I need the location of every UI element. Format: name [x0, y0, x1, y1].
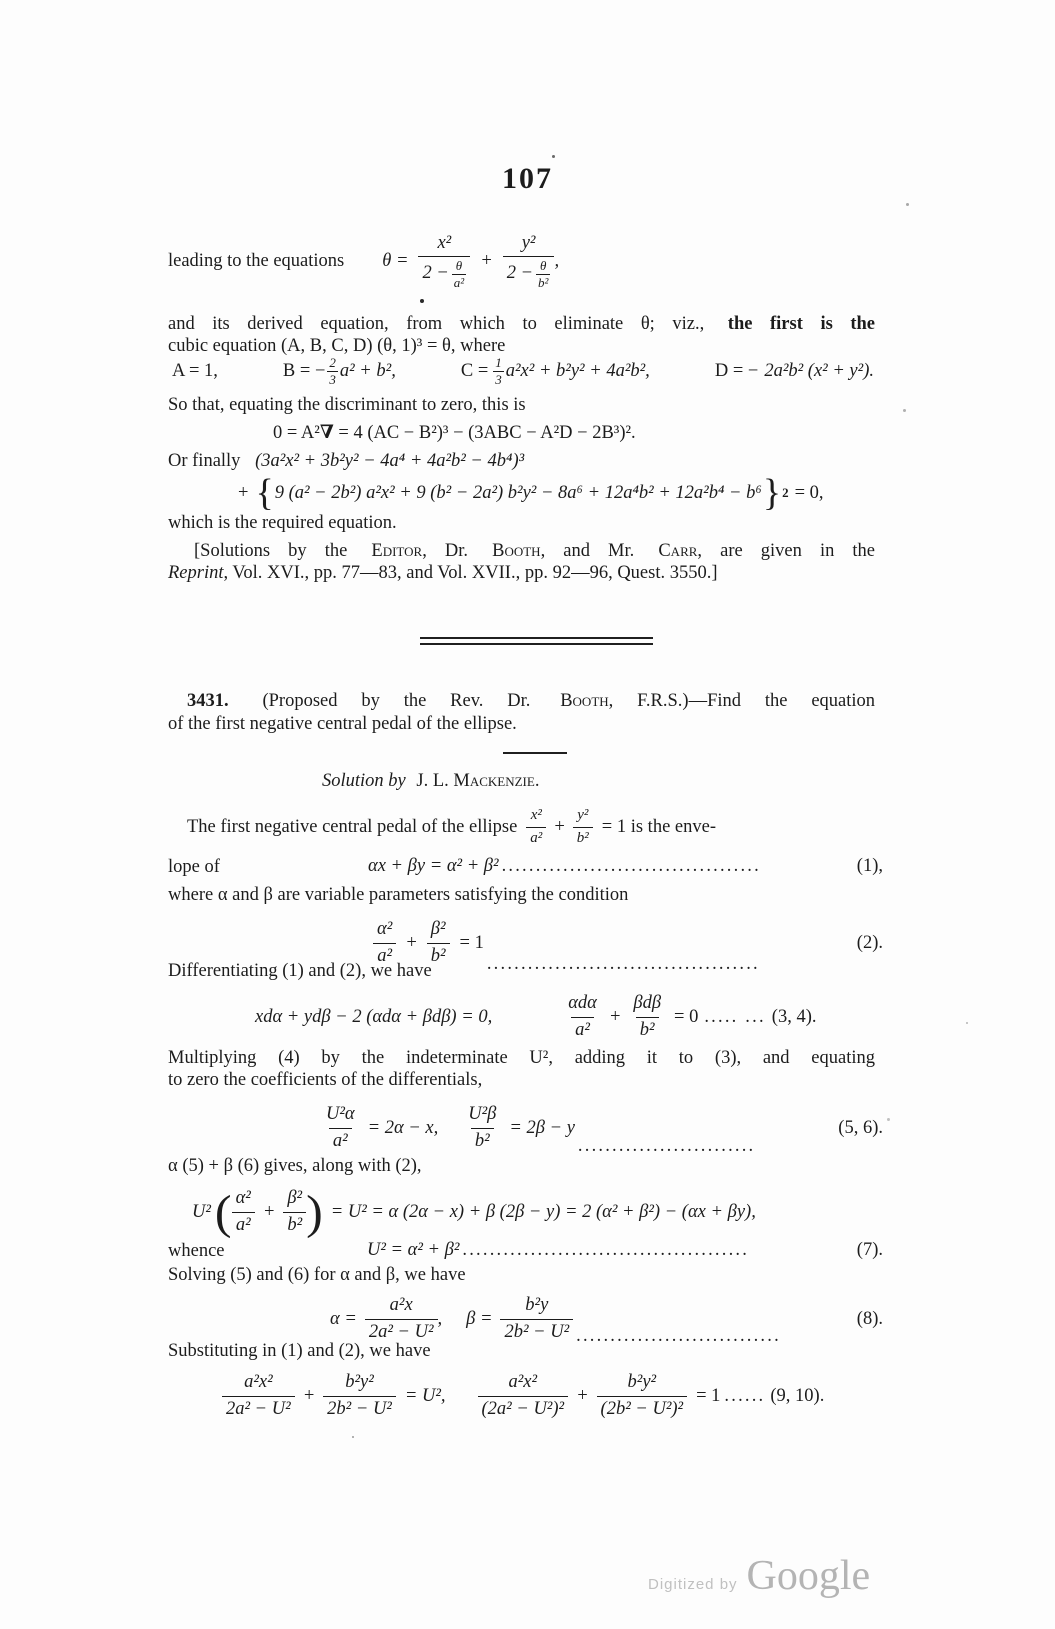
def-d-body: 2a²b² (x² + y²).: [764, 360, 874, 381]
denominator: a²: [329, 1128, 352, 1152]
equation-rhs: = 2α − x,: [367, 1117, 439, 1138]
reprint-italic: Reprint: [168, 563, 224, 583]
equation-rhs: = 2β − y: [509, 1117, 575, 1138]
bold-text-run: the first is the: [727, 314, 875, 334]
whence-text: whence: [168, 1241, 225, 1261]
fraction: [322, 1104, 359, 1152]
plus-sign: +: [302, 1385, 316, 1406]
u-squared-equation-row: [192, 1180, 756, 1244]
plus-sign: +: [553, 816, 566, 837]
close-brace: }: [762, 472, 782, 514]
close-paren: ): [306, 1185, 323, 1239]
brace-exponent: 2: [782, 485, 789, 500]
denominator: b²: [283, 1212, 306, 1236]
paragraph-line: cubic equation (A, B, C, D) (θ, 1)³ = θ, where: [168, 336, 506, 356]
dot-leader: ........................................: [486, 954, 760, 974]
text-run: [Solutions by the: [194, 541, 348, 561]
dot-leader: ..............................: [576, 1326, 781, 1346]
equation-number: (9, 10).: [770, 1385, 825, 1406]
equation-2-row: [373, 911, 883, 975]
numerator: y²: [577, 807, 589, 824]
denominator: a²: [453, 274, 465, 290]
so-that-line: So that, equating the discriminant to zero, this is: [168, 395, 526, 415]
alpha-lhs: α =: [330, 1308, 357, 1329]
numerator: a²x²: [244, 1372, 273, 1393]
nabla-symbol: ∇: [319, 423, 334, 443]
brace-body: 9 (a² − 2b²) a²x² + 9 (b² − 2a²) b²y² − 8a⁶ + 12a⁴b² + 12a²b⁴ − b⁶: [274, 482, 762, 503]
problem-number: 3431.: [187, 691, 229, 711]
numerator: αdα: [568, 993, 597, 1014]
scan-speck: [887, 1118, 890, 1121]
numerator: β²: [430, 919, 446, 940]
equation-rest: = U² = α (2α − x) + β (2β − y) = 2 (α² + β²) − (αx + βy),: [330, 1201, 756, 1222]
short-rule-divider: [503, 752, 567, 754]
fraction: [464, 1104, 500, 1152]
denominator: 3: [495, 371, 502, 387]
equals-u2: = U²,: [404, 1385, 446, 1406]
equation-number: (5, 6).: [838, 1117, 883, 1138]
denominator: b²: [471, 1128, 494, 1152]
numerator: x²: [437, 232, 452, 253]
equation-8-row: [330, 1291, 883, 1347]
numerator: βdβ: [633, 993, 662, 1014]
fraction: [629, 993, 665, 1041]
watermark-row: [648, 1552, 870, 1600]
scan-speck: [903, 409, 906, 412]
booth-smallcaps: Booth: [492, 541, 541, 561]
text-run: The first negative central pedal of the ellipse: [187, 816, 518, 837]
equation-number: (3, 4).: [771, 1006, 817, 1027]
numerator: y²: [521, 232, 536, 253]
brace-equation-row: [238, 474, 824, 512]
differentiating-line: Differentiating (1) and (2), we have: [168, 961, 432, 981]
text-run: , F.R.S.)—Find the equation: [608, 691, 876, 711]
equals-zero: = 0,: [794, 482, 824, 503]
page-number: 107: [502, 162, 553, 195]
dot-leader: ..........................................: [462, 1240, 750, 1260]
which-is-line: which is the required equation.: [168, 513, 397, 533]
comma: ,: [437, 1308, 443, 1329]
carr-smallcaps: Carr: [658, 541, 698, 561]
equals-one: = 1: [696, 1385, 721, 1406]
fraction: [222, 1372, 295, 1420]
scan-speck: [352, 1436, 354, 1438]
text-run: , and Mr.: [540, 541, 635, 561]
denominator: 2b² − U²: [500, 1319, 573, 1343]
numerator: θ: [455, 257, 463, 273]
plus-sign: +: [608, 1006, 622, 1027]
text-run: , Vol. XVI., pp. 77—83, and Vol. XVII., pp. 92—96, Quest. 3550.]: [223, 563, 718, 583]
numerator: U²β: [468, 1104, 497, 1125]
solving-line: Solving (5) and (6) for α and β, we have: [168, 1265, 466, 1285]
fraction: [503, 233, 555, 290]
mackenzie-smallcaps: J. L. Mackenzie.: [416, 771, 540, 791]
denominator: 2a² − U²: [365, 1319, 438, 1343]
denominator: a²: [373, 943, 396, 967]
lead-text: leading to the equations: [168, 251, 345, 271]
dot-leader: ..........................: [577, 1136, 756, 1156]
def-d: [715, 361, 874, 382]
numerator: α²: [377, 919, 393, 940]
scan-speck: [420, 299, 424, 303]
fraction: [564, 993, 601, 1041]
text-run: = 1 is the enve-: [601, 816, 716, 837]
denominator: (2a² − U²)²: [478, 1396, 569, 1420]
numerator: 2: [329, 354, 336, 370]
plus-sign: +: [262, 1201, 276, 1222]
text-run: , Dr.: [422, 541, 469, 561]
lope-of-text: lope of: [168, 857, 220, 877]
disc-lhs: 0 = A²: [273, 423, 320, 443]
solution-heading: [322, 770, 539, 792]
numerator: a²x²: [508, 1372, 538, 1393]
fraction: [597, 1372, 688, 1420]
editor-smallcaps: Editor: [371, 541, 423, 561]
solutions-note-line1: [168, 540, 875, 562]
denominator: 3: [329, 371, 336, 387]
discriminant-equation: [273, 422, 636, 444]
multiplying-line2: to zero the coefficients of the differentials,: [168, 1070, 483, 1090]
google-logo: Google: [746, 1553, 871, 1599]
numerator: β²: [287, 1188, 303, 1209]
denominator: a²: [232, 1212, 255, 1236]
text-run: and its derived equation, from which to eliminate θ; viz.,: [168, 314, 705, 334]
equation-left: xdα + ydβ − 2 (αdα + βdβ) = 0,: [255, 1006, 493, 1027]
denominator: b²: [538, 274, 549, 290]
numerator: b²y²: [345, 1372, 374, 1393]
def-c-lhs: C =: [460, 360, 489, 381]
equation-7-row: [367, 1240, 883, 1261]
den-text: 2 −: [506, 263, 534, 284]
equation-number: (7).: [856, 1240, 883, 1260]
comma: ,: [554, 250, 560, 271]
dot-leader: ......: [724, 1385, 766, 1406]
def-c: [461, 356, 650, 386]
disc-rhs: = 4 (AC − B²)³ − (3ABC − A²D − 2B³)².: [338, 423, 636, 443]
solutions-note-line2: [168, 562, 718, 584]
substituting-line: Substituting in (1) and (2), we have: [168, 1341, 431, 1361]
numerator: a²x: [389, 1295, 413, 1316]
nested-fraction: [536, 259, 550, 289]
numerator: x²: [530, 807, 542, 824]
def-a: A = 1,: [172, 360, 218, 381]
plus-sign: +: [405, 932, 418, 953]
equation-3-4-row: [255, 989, 817, 1045]
denominator: b²: [573, 827, 593, 847]
gives-line: α (5) + β (6) gives, along with (2),: [168, 1156, 422, 1176]
den-text: 2 −: [422, 263, 449, 284]
theta-lhs: θ =: [382, 250, 409, 271]
fraction-one-third: [493, 356, 504, 386]
or-finally-line: [168, 450, 524, 472]
fraction: [323, 1372, 396, 1420]
lead-equation-row: [168, 222, 559, 300]
equals-zero: = 0: [674, 1006, 699, 1027]
open-brace: {: [255, 472, 274, 514]
denominator: 2a² − U²: [222, 1396, 295, 1420]
fraction: [500, 1295, 573, 1343]
fraction: [365, 1295, 438, 1343]
equation-body: U² = α² + β²: [367, 1240, 460, 1260]
scan-speck: [552, 155, 555, 158]
solution-by-italic: Solution by: [322, 771, 406, 791]
multiplying-line1: Multiplying (4) by the indeterminate U², adding it to (3), and equating: [168, 1048, 875, 1068]
where-line: where α and β are variable parameters satisfying the condition: [168, 885, 629, 905]
numerator: U²α: [326, 1104, 355, 1125]
equals-one: = 1: [459, 932, 484, 953]
equation-5-6-row: [322, 1099, 883, 1157]
denominator: [418, 256, 470, 289]
nested-fraction: [452, 259, 466, 289]
denominator: a²: [526, 827, 546, 847]
denominator: (2b² − U²)²: [597, 1396, 688, 1420]
u-squared: U²: [192, 1201, 211, 1222]
or-finally-text: Or finally: [168, 451, 241, 471]
numerator: 1: [495, 354, 502, 370]
problem-statement-line2: of the first negative central pedal of the ellipse.: [168, 714, 517, 734]
def-d-lhs: D = −: [714, 360, 759, 381]
fraction: [573, 807, 593, 847]
denominator: b²: [427, 943, 450, 967]
def-c-body: a²x² + b²y² + 4a²b²,: [505, 360, 650, 381]
def-b-lhs: B = −: [282, 360, 326, 381]
text-run: , are given in the: [697, 541, 876, 561]
plus-sign: +: [238, 482, 249, 503]
beta-lhs: β =: [466, 1308, 493, 1329]
equation-number: (2).: [856, 932, 883, 953]
dot-leader: ......................................: [501, 856, 761, 876]
plus-sign: +: [576, 1385, 589, 1406]
plus-sign: +: [480, 250, 493, 271]
text-run: (Proposed by the Rev. Dr.: [262, 691, 531, 711]
fraction: [478, 1372, 569, 1420]
equation-1-row: [368, 856, 883, 877]
numerator: θ: [540, 257, 547, 273]
fraction: [232, 1188, 255, 1236]
numerator: b²y²: [627, 1372, 657, 1393]
paragraph-line: [168, 313, 875, 335]
denominator: b²: [636, 1017, 659, 1041]
equation-9-10-row: [222, 1366, 824, 1426]
coefficient-definitions-row: [172, 356, 874, 386]
solution-paragraph-row: [187, 802, 716, 852]
def-b-body: a² + b²,: [339, 360, 396, 381]
equation-number: (1),: [856, 856, 883, 876]
scan-speck: [906, 203, 909, 206]
fraction: [418, 233, 470, 290]
problem-statement-line1: [168, 690, 875, 712]
fraction-two-thirds: [327, 356, 338, 386]
def-b: [283, 356, 396, 386]
denominator: [503, 256, 555, 289]
booth-smallcaps: Booth: [560, 691, 609, 711]
open-paren: (: [214, 1185, 232, 1239]
scan-speck: [966, 1022, 968, 1024]
fraction: [526, 807, 546, 847]
equation-number: (8).: [856, 1308, 883, 1329]
fraction: [283, 1188, 306, 1236]
digitized-by-text: Digitized by: [648, 1576, 738, 1593]
denominator: 2b² − U²: [323, 1396, 396, 1420]
or-finally-equation: (3a²x² + 3b²y² − 4a⁴ + 4a²b² − 4b⁴)³: [255, 451, 525, 471]
numerator: α²: [235, 1188, 251, 1209]
numerator: b²y: [525, 1295, 549, 1316]
double-rule-divider: [420, 637, 653, 645]
equation-body: αx + βy = α² + β²: [368, 856, 499, 876]
dot-leader: ..... ...: [704, 1006, 766, 1027]
denominator: a²: [571, 1017, 594, 1041]
